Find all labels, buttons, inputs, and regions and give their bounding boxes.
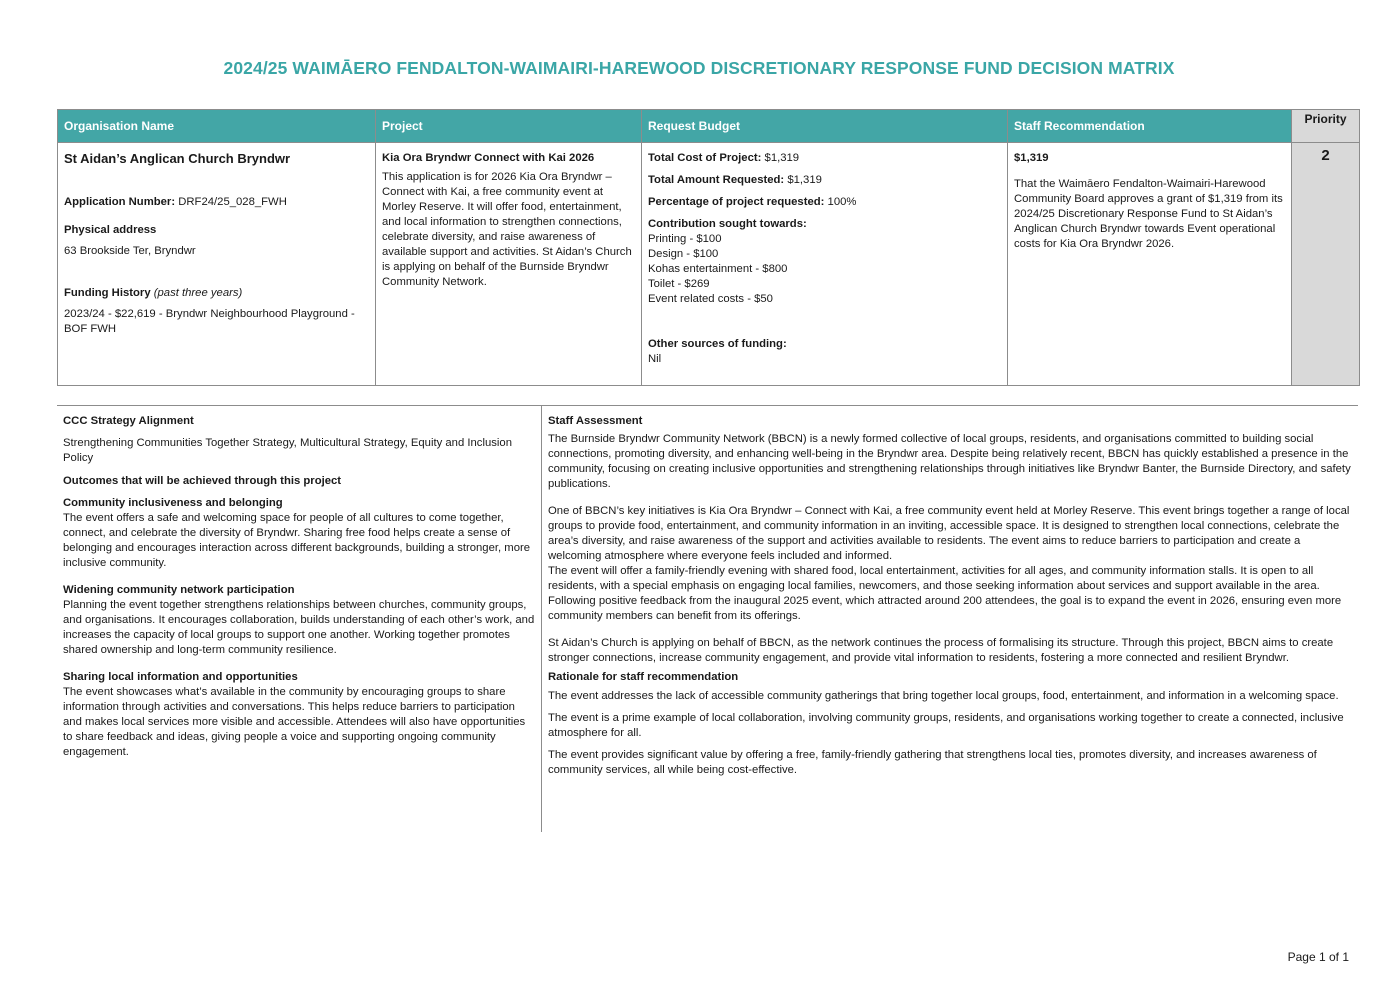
contribution-label: Contribution sought towards: bbox=[648, 218, 807, 230]
outcome-text: The event offers a safe and welcoming space for people of all cultures to come together, connect, and celebrate the diversity of Bryndwr. Sharing free food helps create a sense of belonging and encourages interaction across different backgrounds, building a stronger, more inclusive community. bbox=[63, 512, 531, 569]
funding-history-note: (past three years) bbox=[153, 287, 243, 299]
page-number: Page 1 of 1 bbox=[1287, 950, 1349, 964]
table-row bbox=[58, 143, 1360, 386]
physical-address: 63 Brookside Ter, Bryndwr bbox=[64, 245, 196, 257]
total-cost-label: Total Cost of Project: bbox=[648, 152, 762, 164]
contribution-item: Printing - $100 bbox=[648, 233, 722, 245]
document-title: 2024/25 WAIMĀERO FENDALTON-WAIMAIRI-HAREWOOD DISCRETIONARY RESPONSE FUND DECISION MATRIX bbox=[223, 58, 1175, 78]
funding-history-label: Funding History bbox=[64, 287, 151, 299]
contribution-item: Kohas entertainment - $800 bbox=[648, 263, 788, 275]
header-priority: Priority bbox=[1292, 110, 1360, 143]
physical-address-label: Physical address bbox=[64, 224, 157, 236]
percent-requested-value: 100% bbox=[827, 196, 857, 208]
outcome-text: Planning the event together strengthens relationships between churches, community groups, and organisations. It encourages collaboration, builds understanding of each other’s work, and increases the capacity of local groups to support one another. Working together promotes shared ownership and long-term community resilience. bbox=[63, 599, 535, 656]
decision-matrix-table bbox=[57, 109, 1360, 386]
outcomes-heading: Outcomes that will be achieved through this project bbox=[63, 475, 342, 487]
total-cost bbox=[648, 151, 1001, 166]
contribution-item: Toilet - $269 bbox=[648, 278, 710, 290]
rationale-paragraph: The event is a prime example of local collaboration, involving community groups, residents, and organisations working together to create a connected, inclusive atmosphere for all. bbox=[548, 712, 1344, 739]
ccc-strategy-text: Strengthening Communities Together Strategy, Multicultural Strategy, Equity and Inclusion Policy bbox=[63, 437, 512, 464]
application-number-value: DRF24/25_028_FWH bbox=[178, 196, 287, 208]
outcome-heading: Community inclusiveness and belonging bbox=[63, 497, 283, 509]
assessment-paragraph: One of BBCN’s key initiatives is Kia Ora Bryndwr – Connect with Kai, a free community event held at Morley Reserve. This event brings together a range of local groups to provide food, entertainment, and community information in an inviting, accessible space. It is designed to strengthen local connections, celebrate the area’s diversity, and raise awareness of the support and activities available to residents. The event aims to reduce barriers to participation and create a welcoming atmosphere where everyone feels included and informed. bbox=[548, 505, 1350, 562]
rationale-paragraph: The event addresses the lack of accessible community gatherings that bring together local groups, food, entertainment, and information in a welcoming space. bbox=[548, 690, 1339, 702]
total-cost-value: $1,319 bbox=[764, 152, 800, 164]
project-cell bbox=[376, 143, 642, 386]
budget-cell bbox=[642, 143, 1008, 386]
header-organisation-name: Organisation Name bbox=[58, 110, 376, 143]
application-number-label: Application Number: bbox=[64, 196, 176, 208]
outcome-heading: Sharing local information and opportunities bbox=[63, 671, 298, 683]
header-project: Project bbox=[376, 110, 642, 143]
project-name: Kia Ora Bryndwr Connect with Kai 2026 bbox=[382, 152, 595, 164]
funding-history-item: 2023/24 - $22,619 - Bryndwr Neighbourhood Playground - BOF FWH bbox=[64, 308, 355, 335]
contribution-item: Design - $100 bbox=[648, 248, 719, 260]
other-funding-label: Other sources of funding: bbox=[648, 338, 787, 350]
column-divider bbox=[541, 406, 542, 832]
amount-requested-value: $1,319 bbox=[787, 174, 822, 186]
assessment-section bbox=[57, 405, 1358, 832]
percent-requested-label: Percentage of project requested: bbox=[648, 196, 825, 208]
amount-requested-label: Total Amount Requested: bbox=[648, 174, 785, 186]
recommendation-text: That the Waimāero Fendalton-Waimairi-Harewood Community Board approves a grant of $1,319 from its 2024/25 Discretionary Response Fund to St Aidan’s Anglican Church Bryndwr towards Event operational costs for Kia Ora Bryndwr 2026. bbox=[1014, 178, 1283, 250]
priority-cell bbox=[1292, 143, 1360, 386]
staff-assessment-heading: Staff Assessment bbox=[548, 415, 643, 427]
amount-requested bbox=[648, 173, 1001, 188]
rationale-paragraph: The event provides significant value by offering a free, family-friendly gathering that strengthens local ties, promotes diversity, and increases awareness of community services, all while being cost-effective. bbox=[548, 749, 1317, 776]
assessment-paragraph: St Aidan’s Church is applying on behalf of BBCN, as the network continues the process of formalising its structure. Through this project, BBCN aims to create stronger connections, increase community engagement, and provide vital information to residents, fostering a more connected and resilient Bryndwr. bbox=[548, 637, 1334, 664]
outcome-heading: Widening community network participation bbox=[63, 584, 295, 596]
header-request-budget: Request Budget bbox=[642, 110, 1008, 143]
ccc-strategy-heading: CCC Strategy Alignment bbox=[63, 415, 194, 427]
contribution-item: Event related costs - $50 bbox=[648, 293, 773, 305]
table-header-row bbox=[58, 110, 1360, 143]
staff-assessment-column bbox=[548, 414, 1356, 778]
assessment-paragraph: The event will offer a family-friendly evening with shared food, local entertainment, activities for all ages, and community information stalls. It is open to all residents, with a special emphasis on engaging local families, newcomers, and those seeking information about services and support available in the area. Following positive feedback from the inaugural 2025 event, which attracted around 200 attendees, the goal is to expand the event in 2026, ensuring even more community members can benefit from its offerings. bbox=[548, 565, 1342, 622]
assessment-paragraph: The Burnside Bryndwr Community Network (BBCN) is a newly formed collective of local groups, residents, and organisations committed to building social connections, promoting diversity, and enhancing well-being in the Bryndwr area. Despite being relatively recent, BBCN has quickly established a presence in the community, focusing on creating inclusive opportunities and strengthening relationships through initiatives like Bryndwr Banter, the Burnside Directory, and safety publications. bbox=[548, 433, 1351, 490]
recommended-amount: $1,319 bbox=[1014, 152, 1049, 164]
priority-value: 2 bbox=[1321, 147, 1330, 164]
staff-recommendation-cell bbox=[1008, 143, 1292, 386]
percent-requested bbox=[648, 195, 1001, 210]
funding-history-heading bbox=[64, 286, 369, 301]
application-number bbox=[64, 195, 369, 210]
outcome-text: The event showcases what’s available in the community by encouraging groups to share information through activities and conversations. This helps reduce barriers to participation and makes local services more visible and accessible. Attendees will also have opportunities to share feedback and ideas, giving people a voice and supporting ongoing community engagement. bbox=[63, 686, 526, 758]
rationale-heading: Rationale for staff recommendation bbox=[548, 671, 739, 683]
strategy-outcomes-column bbox=[63, 414, 535, 760]
organisation-name: St Aidan’s Anglican Church Bryndwr bbox=[64, 151, 291, 166]
other-funding-value: Nil bbox=[648, 353, 662, 365]
organisation-cell bbox=[58, 143, 376, 386]
header-staff-recommendation: Staff Recommendation bbox=[1008, 110, 1292, 143]
project-description: This application is for 2026 Kia Ora Bryndwr – Connect with Kai, a free community event at Morley Reserve. It will offer food, entertainment, and local information to strengthen connections, celebrate diversity, and raise awareness of available support and activities. St Aidan’s Church is applying on behalf of the Burnside Bryndwr Community Network. bbox=[382, 171, 632, 288]
